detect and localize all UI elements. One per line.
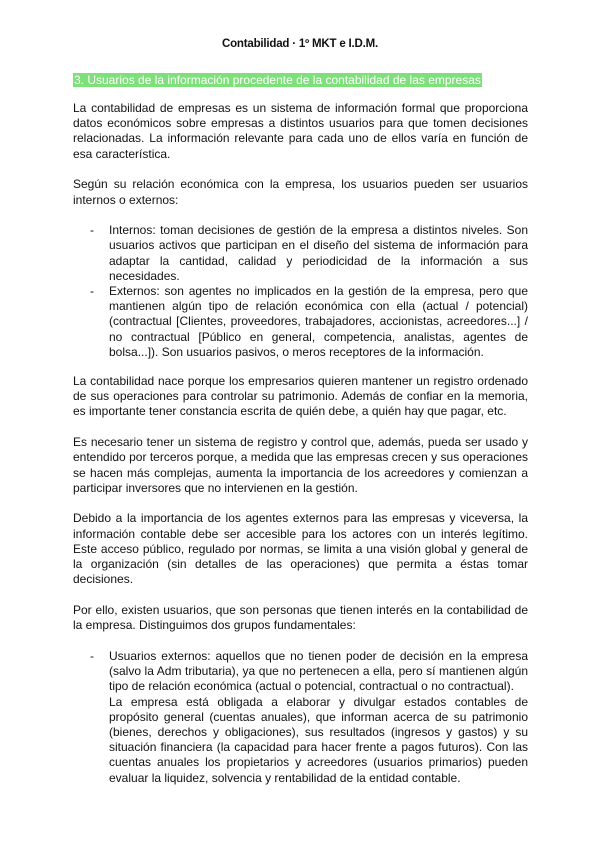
list-item-internos bbox=[73, 223, 528, 284]
paragraph-registro: Es necesario tener un sistema de registro y control que, además, pueda ser usado y entendido por terceros porque, a medida que las empresas crecen y sus operaciones se hacen más complejas, aumenta la importancia de los acreedores y comienzan a participar inversores que no intervienen en la gestión. bbox=[73, 435, 528, 495]
bullet-dash: - bbox=[90, 648, 94, 663]
page-header: Contabilidad · 1º MKT e I.D.M. bbox=[221, 38, 378, 50]
list-item-text-continued: La empresa está obligada a elaborar y divulgar estados contables de propósito general (cuentas anuales), que informan acerca de su patrimonio (bienes, derechos y obligaciones), sus resultados (ingresos y gastos) y su situación financiera (la capacidad para hacer frente a pagos futuros). Con las cuentas anuales los propietarios y acreedores (usuarios primarios) pueden evaluar la liquidez, solvencia y rentabilidad de la entidad contable. bbox=[109, 694, 528, 785]
list-item-usuarios-externos bbox=[73, 649, 528, 786]
bullet-dash: - bbox=[90, 284, 94, 299]
document-body bbox=[73, 101, 528, 800]
paragraph-grupos: Por ello, existen usuarios, que son personas que tienen interés en la contabilidad de la empresa. Distinguimos dos grupos fundamentales: bbox=[73, 602, 528, 633]
bullet-dash: - bbox=[90, 223, 94, 238]
list-item-text: Internos: toman decisiones de gestión de la empresa a distintos niveles. Son usuarios activos que participan en el diseño del sistema de información para adaptar la cantidad, calidad y periodicidad de la información a sus necesidades. bbox=[109, 223, 528, 283]
list-item-externos bbox=[73, 284, 528, 360]
bullet-list-grupos bbox=[73, 649, 528, 786]
paragraph-origen: La contabilidad nace porque los empresarios quieren mantener un registro ordenado de sus operaciones para controlar su patrimonio. Además de confiar en la memoria, es importante tener constancia escrita de quién debe, a quién hay que pagar, etc. bbox=[73, 374, 528, 419]
paragraph-agentes-externos: Debido a la importancia de los agentes externos para las empresas y viceversa, la información contable debe ser accesible para los actores con un interés legítimo. Este acceso público, regulado por normas, se limita a una visión global y general de la organización (sin detalles de las operaciones) que permita a éstas tomar decisiones. bbox=[73, 511, 528, 587]
section-title-highlighted: 3. Usuarios de la información procedente de la contabilidad de las empresas bbox=[74, 73, 481, 87]
list-item-text: Externos: son agentes no implicados en la gestión de la empresa, pero que mantienen algún tipo de relación económica con ella (actual / potencial) (contractual [Clientes, proveedores, trabajadores, accionistas, acreedores...] / no contractual [Público en general, competencia, analistas, agentes de bolsa...]). Son usuarios pasivos, o meros receptores de la información. bbox=[109, 284, 528, 359]
paragraph-usuarios-tipos: Según su relación económica con la empresa, los usuarios pueden ser usuarios internos o externos: bbox=[73, 177, 528, 207]
paragraph-intro: La contabilidad de empresas es un sistema de información formal que proporciona datos económicos sobre empresas a distintos usuarios para que tomen decisiones relacionadas. La información relevante para cada uno de ellos varía en función de esa característica. bbox=[73, 101, 528, 161]
bullet-list-usuarios bbox=[73, 223, 528, 360]
list-item-text: Usuarios externos: aquellos que no tienen poder de decisión en la empresa (salvo la Adm tributaria), ya que no pertenecen a ella, pero sí mantienen algún tipo de relación económica (actual o potencial, contractual o no contractual). bbox=[109, 648, 528, 694]
